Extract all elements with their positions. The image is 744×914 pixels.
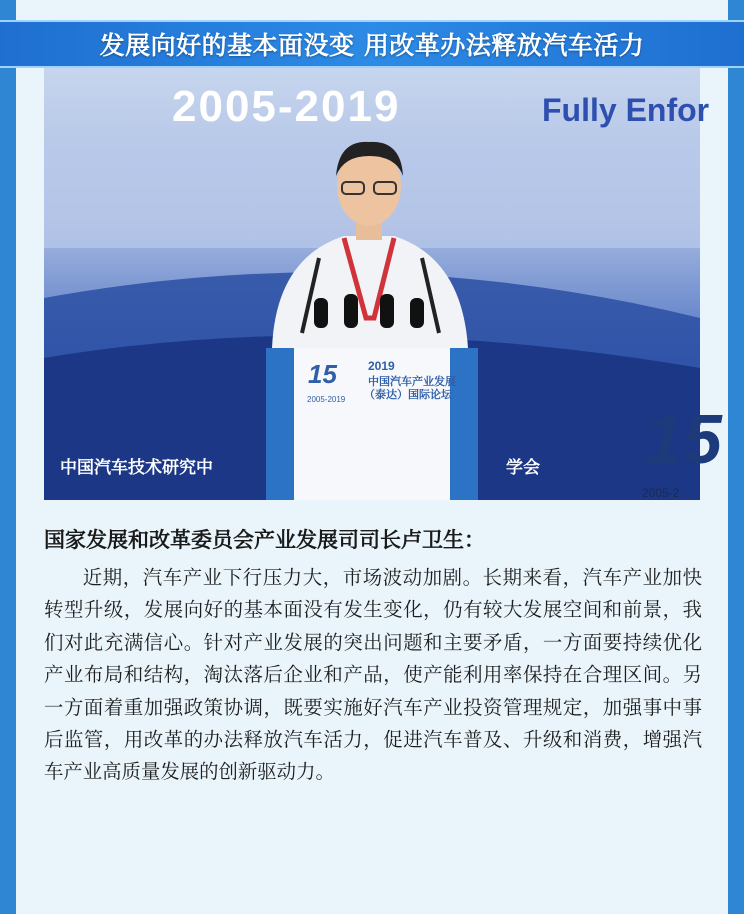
speaker-heading: 国家发展和改革委员会产业发展司司长卢卫生： bbox=[44, 528, 485, 552]
backdrop-logo-mark: 15 bbox=[644, 400, 722, 478]
backdrop-logo-years: 2005-2 bbox=[642, 486, 680, 500]
podium-logo-mark: 15 bbox=[308, 359, 337, 389]
mic-1 bbox=[314, 298, 328, 328]
podium-title-line1: 中国汽车产业发展 bbox=[368, 376, 456, 388]
mic-2 bbox=[344, 294, 358, 328]
headline-banner bbox=[0, 20, 744, 68]
podium-year: 2019 bbox=[368, 359, 395, 373]
article-body: 近期，汽车产业下行压力大，市场波动加剧。长期来看，汽车产业加快转型升级，发展向好的基本面没有发生变化，仍有较大发展空间和前景，我们对此充满信心。针对产业发展的突出问题和主要矛盾，一方面要持续优化产业布局和结构，淘汰落后企业和产品，使产能利用率保持在合理区间。另一方面着重加强政策协调，既要实施好汽车产业投资管理规定，加强事中事后监管，用改革的办法释放汽车活力，促进汽车普及、升级和消费，增强汽车产业高质量发展的创新驱动力。 bbox=[44, 566, 702, 784]
headline-title: 发展向好的基本面没变 用改革办法释放汽车活力 bbox=[99, 31, 645, 60]
podium-side-left bbox=[266, 348, 294, 500]
mic-3 bbox=[380, 294, 394, 328]
backdrop-years: 2005-2019 bbox=[172, 82, 401, 131]
podium-side-right bbox=[450, 348, 478, 500]
mic-4 bbox=[410, 298, 424, 328]
backdrop-english: Fully Enfor bbox=[542, 92, 710, 128]
speaker-photo bbox=[44, 68, 722, 500]
backdrop-org-right: 学会 bbox=[506, 458, 540, 477]
photo-illustration bbox=[44, 68, 722, 500]
podium-years: 2005-2019 bbox=[307, 395, 346, 404]
podium-title-line2: （泰达）国际论坛 bbox=[364, 389, 452, 401]
backdrop-org-left: 中国汽车技术研究中 bbox=[60, 458, 213, 477]
